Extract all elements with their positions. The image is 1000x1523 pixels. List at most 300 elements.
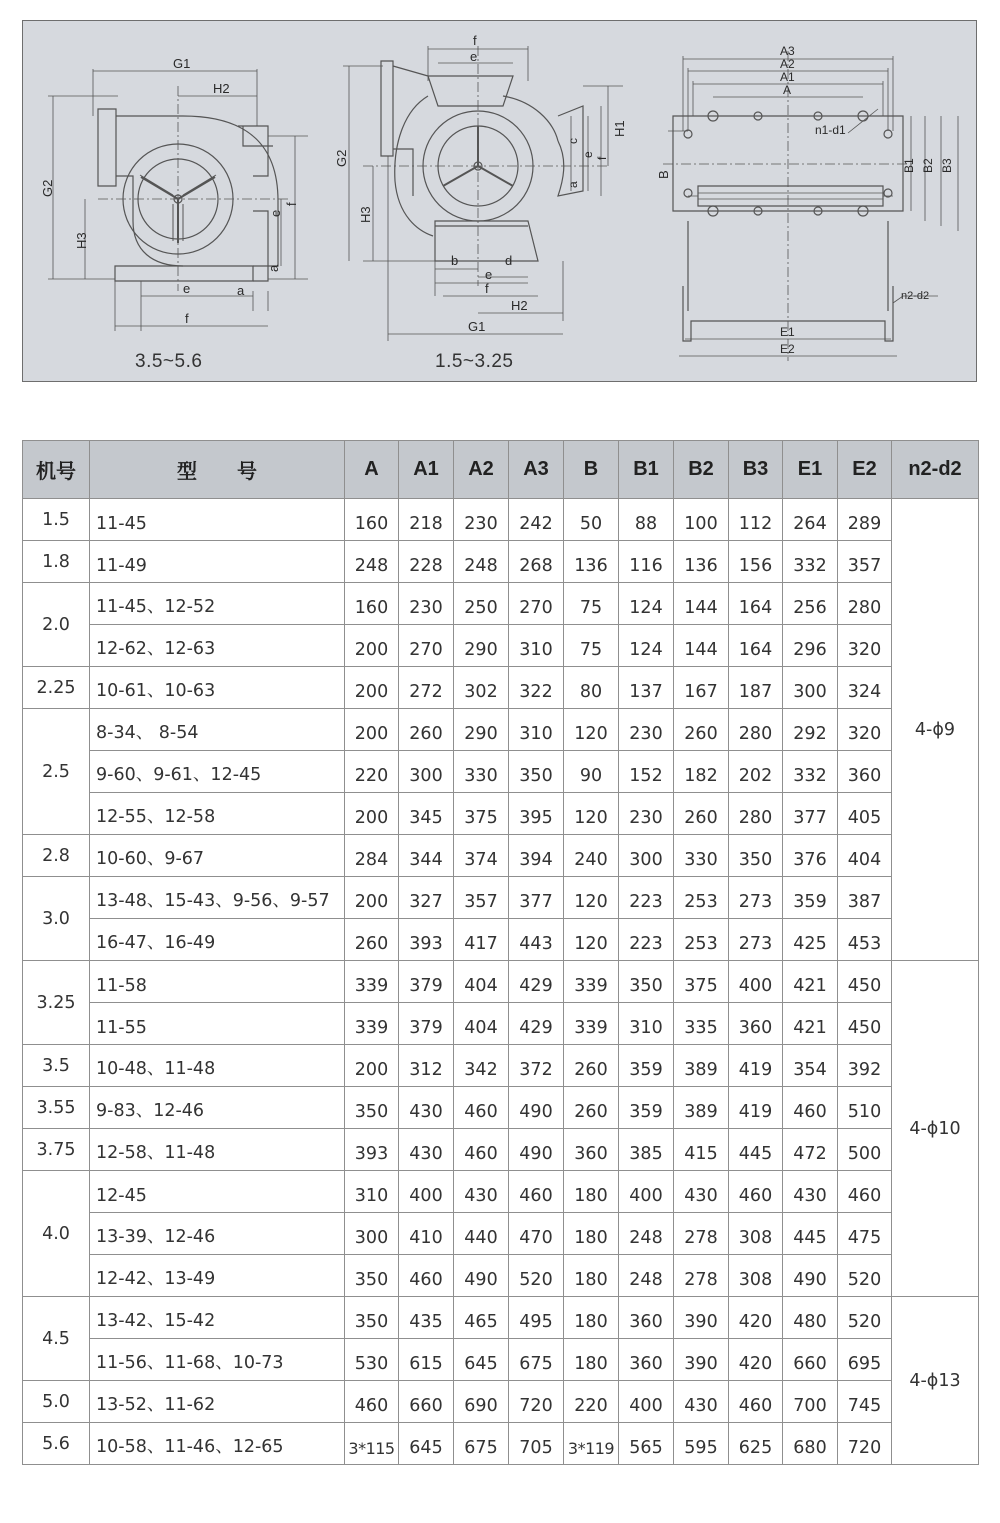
cell-a1: 272	[399, 667, 454, 709]
cell-b3: 273	[729, 919, 783, 961]
table-row	[23, 1423, 979, 1465]
cell-model: 9-83、12-46	[90, 1087, 345, 1129]
cell-a1: 345	[399, 793, 454, 835]
cell-b2: 430	[674, 1171, 729, 1213]
label-e-bottom-mid: e	[485, 267, 493, 282]
label-d-mid: d	[505, 253, 513, 268]
header-n2-d2: n2-d2	[892, 441, 979, 499]
cell-b3: 625	[729, 1423, 783, 1465]
cell-b: 3*119	[564, 1423, 619, 1465]
cell-a2: 248	[454, 541, 509, 583]
table-row	[23, 625, 979, 667]
table-row	[23, 709, 979, 751]
cell-model: 11-55	[90, 1003, 345, 1045]
cell-a: 160	[345, 499, 399, 541]
cell-a3: 490	[509, 1129, 564, 1171]
specification-table	[22, 440, 979, 1465]
cell-machine: 5.6	[23, 1423, 90, 1465]
cell-b3: 420	[729, 1339, 783, 1381]
cell-b3: 273	[729, 877, 783, 919]
cell-b: 75	[564, 583, 619, 625]
cell-e2: 453	[838, 919, 892, 961]
label-a-right-mid: a	[566, 181, 580, 188]
cell-b2: 260	[674, 709, 729, 751]
header-machine: 机号	[23, 441, 90, 499]
label-n2-d2: n2-d2	[901, 290, 930, 302]
cell-a: 248	[345, 541, 399, 583]
cell-model: 10-61、10-63	[90, 667, 345, 709]
cell-machine: 3.75	[23, 1129, 90, 1171]
cell-a2: 690	[454, 1381, 509, 1423]
cell-a2: 490	[454, 1255, 509, 1297]
cell-b1: 359	[619, 1045, 674, 1087]
label-e-right-left: e	[268, 209, 283, 217]
cell-e1: 377	[783, 793, 838, 835]
cell-e1: 332	[783, 751, 838, 793]
cell-a1: 379	[399, 961, 454, 1003]
cell-a1: 393	[399, 919, 454, 961]
header-e1: E1	[783, 441, 838, 499]
label-a-right-left: a	[266, 264, 281, 272]
cell-b3: 360	[729, 1003, 783, 1045]
cell-a: 284	[345, 835, 399, 877]
table-row	[23, 1339, 979, 1381]
cell-e2: 475	[838, 1213, 892, 1255]
cell-b2: 430	[674, 1381, 729, 1423]
cell-n2-d2: 4-ϕ10	[892, 961, 979, 1297]
table-row	[23, 919, 979, 961]
cell-a1: 228	[399, 541, 454, 583]
cell-a1: 300	[399, 751, 454, 793]
cell-a: 339	[345, 961, 399, 1003]
label-h2-mid: H2	[511, 298, 528, 313]
cell-b3: 400	[729, 961, 783, 1003]
cell-e2: 745	[838, 1381, 892, 1423]
table-row	[23, 499, 979, 541]
cell-b2: 390	[674, 1297, 729, 1339]
cell-model: 11-45	[90, 499, 345, 541]
cell-model: 13-39、12-46	[90, 1213, 345, 1255]
label-g1-left: G1	[173, 56, 191, 71]
cell-b: 220	[564, 1381, 619, 1423]
cell-b2: 136	[674, 541, 729, 583]
cell-b3: 460	[729, 1381, 783, 1423]
cell-model: 13-48、15-43、9-56、9-57	[90, 877, 345, 919]
cell-a2: 342	[454, 1045, 509, 1087]
cell-a1: 460	[399, 1255, 454, 1297]
cell-a3: 377	[509, 877, 564, 919]
cell-b: 136	[564, 541, 619, 583]
label-g2-mid: G2	[334, 149, 349, 167]
cell-a1: 260	[399, 709, 454, 751]
label-f-right-mid: f	[595, 156, 609, 160]
cell-a3: 490	[509, 1087, 564, 1129]
cell-e1: 445	[783, 1213, 838, 1255]
header-a: A	[345, 441, 399, 499]
cell-a3: 720	[509, 1381, 564, 1423]
cell-b1: 230	[619, 793, 674, 835]
cell-b2: 100	[674, 499, 729, 541]
cell-b2: 144	[674, 583, 729, 625]
cell-b3: 164	[729, 583, 783, 625]
cell-a3: 429	[509, 1003, 564, 1045]
cell-a1: 400	[399, 1171, 454, 1213]
cell-a: 220	[345, 751, 399, 793]
cell-e2: 450	[838, 1003, 892, 1045]
cell-e1: 300	[783, 667, 838, 709]
cell-a3: 372	[509, 1045, 564, 1087]
cell-a1: 218	[399, 499, 454, 541]
header-b2: B2	[674, 441, 729, 499]
cell-a3: 429	[509, 961, 564, 1003]
cell-model: 10-60、9-67	[90, 835, 345, 877]
cell-model: 12-58、11-48	[90, 1129, 345, 1171]
cell-machine: 2.5	[23, 709, 90, 835]
label-b: B	[656, 170, 671, 179]
cell-a3: 675	[509, 1339, 564, 1381]
cell-model: 8-34、 8-54	[90, 709, 345, 751]
cell-b1: 400	[619, 1381, 674, 1423]
cell-a2: 357	[454, 877, 509, 919]
cell-b1: 223	[619, 877, 674, 919]
table-row	[23, 1381, 979, 1423]
cell-e1: 256	[783, 583, 838, 625]
label-g1-mid: G1	[468, 319, 486, 334]
cell-a3: 242	[509, 499, 564, 541]
table-row	[23, 1213, 979, 1255]
cell-e2: 695	[838, 1339, 892, 1381]
cell-e2: 360	[838, 751, 892, 793]
cell-b3: 420	[729, 1297, 783, 1339]
cell-a3: 270	[509, 583, 564, 625]
cell-e2: 720	[838, 1423, 892, 1465]
cell-e1: 430	[783, 1171, 838, 1213]
cell-b1: 152	[619, 751, 674, 793]
cell-a: 200	[345, 667, 399, 709]
cell-a2: 250	[454, 583, 509, 625]
cell-a3: 495	[509, 1297, 564, 1339]
cell-e1: 490	[783, 1255, 838, 1297]
cell-e1: 680	[783, 1423, 838, 1465]
cell-e1: 472	[783, 1129, 838, 1171]
cell-b: 90	[564, 751, 619, 793]
cell-b3: 202	[729, 751, 783, 793]
cell-b: 120	[564, 793, 619, 835]
cell-e2: 357	[838, 541, 892, 583]
cell-b3: 460	[729, 1171, 783, 1213]
label-f-top-mid: f	[473, 33, 477, 48]
cell-b1: 116	[619, 541, 674, 583]
label-e-right-mid: e	[581, 151, 595, 158]
cell-b2: 182	[674, 751, 729, 793]
cell-e1: 425	[783, 919, 838, 961]
cell-e2: 320	[838, 625, 892, 667]
cell-b3: 445	[729, 1129, 783, 1171]
cell-a3: 470	[509, 1213, 564, 1255]
cell-b1: 360	[619, 1339, 674, 1381]
cell-a2: 404	[454, 961, 509, 1003]
cell-b1: 88	[619, 499, 674, 541]
cell-machine: 2.8	[23, 835, 90, 877]
label-h3-left: H3	[74, 232, 89, 249]
cell-a3: 350	[509, 751, 564, 793]
cell-e2: 460	[838, 1171, 892, 1213]
cell-e2: 510	[838, 1087, 892, 1129]
label-h1-mid: H1	[612, 120, 627, 137]
cell-b2: 278	[674, 1255, 729, 1297]
table-row	[23, 541, 979, 583]
cell-b2: 390	[674, 1339, 729, 1381]
cell-a2: 330	[454, 751, 509, 793]
cell-machine: 2.25	[23, 667, 90, 709]
cell-b3: 280	[729, 793, 783, 835]
cell-b3: 419	[729, 1087, 783, 1129]
header-a1: A1	[399, 441, 454, 499]
cell-b2: 389	[674, 1087, 729, 1129]
cell-e2: 520	[838, 1255, 892, 1297]
cell-b1: 300	[619, 835, 674, 877]
label-n1-d1: n1-d1	[815, 123, 846, 137]
technical-drawings	[23, 21, 978, 383]
cell-e2: 387	[838, 877, 892, 919]
label-b-mid: b	[451, 253, 459, 268]
cell-a3: 322	[509, 667, 564, 709]
table-row	[23, 667, 979, 709]
cell-a2: 417	[454, 919, 509, 961]
cell-model: 10-48、11-48	[90, 1045, 345, 1087]
right-base-drawing	[656, 44, 958, 361]
cell-b3: 164	[729, 625, 783, 667]
table-row	[23, 751, 979, 793]
cell-a2: 460	[454, 1087, 509, 1129]
cell-a3: 443	[509, 919, 564, 961]
cell-model: 10-58、11-46、12-65	[90, 1423, 345, 1465]
cell-e1: 376	[783, 835, 838, 877]
cell-a1: 660	[399, 1381, 454, 1423]
cell-b3: 187	[729, 667, 783, 709]
cell-machine: 5.0	[23, 1381, 90, 1423]
cell-a1: 312	[399, 1045, 454, 1087]
cell-b: 80	[564, 667, 619, 709]
cell-b2: 375	[674, 961, 729, 1003]
cell-a1: 430	[399, 1129, 454, 1171]
cell-a: 200	[345, 877, 399, 919]
cell-b: 120	[564, 709, 619, 751]
cell-a2: 675	[454, 1423, 509, 1465]
cell-e2: 289	[838, 499, 892, 541]
cell-b2: 415	[674, 1129, 729, 1171]
cell-a: 200	[345, 1045, 399, 1087]
cell-b2: 595	[674, 1423, 729, 1465]
cell-b2: 144	[674, 625, 729, 667]
cell-e1: 660	[783, 1339, 838, 1381]
cell-model: 11-49	[90, 541, 345, 583]
header-e2: E2	[838, 441, 892, 499]
cell-b1: 137	[619, 667, 674, 709]
table-row	[23, 835, 979, 877]
label-b2: B2	[921, 158, 935, 173]
cell-a1: 615	[399, 1339, 454, 1381]
cell-e2: 320	[838, 709, 892, 751]
cell-a3: 268	[509, 541, 564, 583]
cell-model: 11-56、11-68、10-73	[90, 1339, 345, 1381]
cell-a3: 394	[509, 835, 564, 877]
cell-e1: 700	[783, 1381, 838, 1423]
cell-e2: 405	[838, 793, 892, 835]
table-body	[23, 499, 979, 1465]
cell-a2: 465	[454, 1297, 509, 1339]
cell-machine: 3.0	[23, 877, 90, 961]
cell-a: 200	[345, 709, 399, 751]
cell-model: 9-60、9-61、12-45	[90, 751, 345, 793]
left-fan-drawing	[40, 56, 308, 331]
cell-machine: 4.0	[23, 1171, 90, 1297]
label-a2: A2	[780, 57, 795, 71]
cell-b1: 124	[619, 625, 674, 667]
label-e2: E2	[780, 342, 795, 356]
label-h2-left: H2	[213, 81, 230, 96]
cell-b3: 308	[729, 1213, 783, 1255]
cell-model: 12-55、12-58	[90, 793, 345, 835]
cell-a2: 460	[454, 1129, 509, 1171]
table-header-row	[23, 441, 979, 499]
cell-a1: 435	[399, 1297, 454, 1339]
cell-b2: 253	[674, 919, 729, 961]
cell-a1: 410	[399, 1213, 454, 1255]
table-row	[23, 877, 979, 919]
cell-b: 260	[564, 1087, 619, 1129]
cell-a: 339	[345, 1003, 399, 1045]
label-e-top-mid: e	[470, 49, 478, 64]
middle-fan-drawing	[334, 33, 627, 341]
cell-e2: 450	[838, 961, 892, 1003]
cell-e1: 296	[783, 625, 838, 667]
cell-a2: 645	[454, 1339, 509, 1381]
cell-b2: 330	[674, 835, 729, 877]
drawing-panel	[22, 20, 977, 382]
cell-b1: 360	[619, 1297, 674, 1339]
cell-b3: 112	[729, 499, 783, 541]
cell-e1: 359	[783, 877, 838, 919]
label-b1: B1	[902, 158, 916, 173]
cell-a: 160	[345, 583, 399, 625]
cell-e1: 332	[783, 541, 838, 583]
cell-b: 180	[564, 1339, 619, 1381]
table-row	[23, 1171, 979, 1213]
cell-b2: 167	[674, 667, 729, 709]
cell-e2: 280	[838, 583, 892, 625]
cell-b2: 278	[674, 1213, 729, 1255]
cell-b1: 248	[619, 1213, 674, 1255]
header-a2: A2	[454, 441, 509, 499]
table-row	[23, 1255, 979, 1297]
caption-middle-drawing: 1.5~3.25	[435, 351, 514, 372]
header-b: B	[564, 441, 619, 499]
cell-b3: 308	[729, 1255, 783, 1297]
table-row	[23, 1129, 979, 1171]
label-g2-left: G2	[40, 179, 55, 197]
cell-a2: 302	[454, 667, 509, 709]
cell-e1: 460	[783, 1087, 838, 1129]
label-f-bottom-mid: f	[485, 281, 489, 296]
cell-a2: 374	[454, 835, 509, 877]
cell-b2: 253	[674, 877, 729, 919]
cell-e1: 480	[783, 1297, 838, 1339]
cell-a1: 430	[399, 1087, 454, 1129]
cell-b: 180	[564, 1213, 619, 1255]
cell-e1: 292	[783, 709, 838, 751]
cell-a3: 705	[509, 1423, 564, 1465]
table-row	[23, 583, 979, 625]
cell-a2: 375	[454, 793, 509, 835]
cell-e2: 324	[838, 667, 892, 709]
cell-model: 11-58	[90, 961, 345, 1003]
cell-b: 339	[564, 1003, 619, 1045]
cell-a1: 645	[399, 1423, 454, 1465]
cell-b3: 280	[729, 709, 783, 751]
cell-b1: 400	[619, 1171, 674, 1213]
cell-e2: 404	[838, 835, 892, 877]
cell-model: 12-45	[90, 1171, 345, 1213]
cell-b: 360	[564, 1129, 619, 1171]
cell-a: 3*115	[345, 1423, 399, 1465]
cell-e2: 392	[838, 1045, 892, 1087]
cell-b1: 565	[619, 1423, 674, 1465]
label-a1: A1	[780, 70, 795, 84]
label-e1: E1	[780, 325, 795, 339]
cell-machine: 3.5	[23, 1045, 90, 1087]
cell-model: 12-42、13-49	[90, 1255, 345, 1297]
label-a3: A3	[780, 44, 795, 58]
cell-b2: 389	[674, 1045, 729, 1087]
cell-b3: 350	[729, 835, 783, 877]
cell-n2-d2: 4-ϕ13	[892, 1297, 979, 1465]
cell-machine: 1.5	[23, 499, 90, 541]
cell-b1: 223	[619, 919, 674, 961]
cell-a1: 379	[399, 1003, 454, 1045]
table-row	[23, 1087, 979, 1129]
cell-b: 260	[564, 1045, 619, 1087]
cell-b2: 335	[674, 1003, 729, 1045]
table-row	[23, 961, 979, 1003]
cell-a2: 404	[454, 1003, 509, 1045]
cell-b: 240	[564, 835, 619, 877]
table-row	[23, 1003, 979, 1045]
cell-b: 75	[564, 625, 619, 667]
cell-a: 460	[345, 1381, 399, 1423]
cell-b1: 230	[619, 709, 674, 751]
label-e-bottom-left: e	[183, 281, 191, 296]
cell-machine: 3.55	[23, 1087, 90, 1129]
cell-a1: 327	[399, 877, 454, 919]
cell-e1: 421	[783, 961, 838, 1003]
cell-a3: 310	[509, 625, 564, 667]
cell-a2: 290	[454, 709, 509, 751]
cell-e2: 520	[838, 1297, 892, 1339]
cell-b: 180	[564, 1297, 619, 1339]
cell-model: 12-62、12-63	[90, 625, 345, 667]
label-c-mid: c	[566, 138, 580, 144]
cell-a2: 290	[454, 625, 509, 667]
cell-e1: 421	[783, 1003, 838, 1045]
cell-a: 350	[345, 1087, 399, 1129]
cell-machine: 4.5	[23, 1297, 90, 1381]
cell-b: 50	[564, 499, 619, 541]
cell-a: 200	[345, 625, 399, 667]
cell-b3: 156	[729, 541, 783, 583]
cell-model: 13-42、15-42	[90, 1297, 345, 1339]
cell-b1: 350	[619, 961, 674, 1003]
